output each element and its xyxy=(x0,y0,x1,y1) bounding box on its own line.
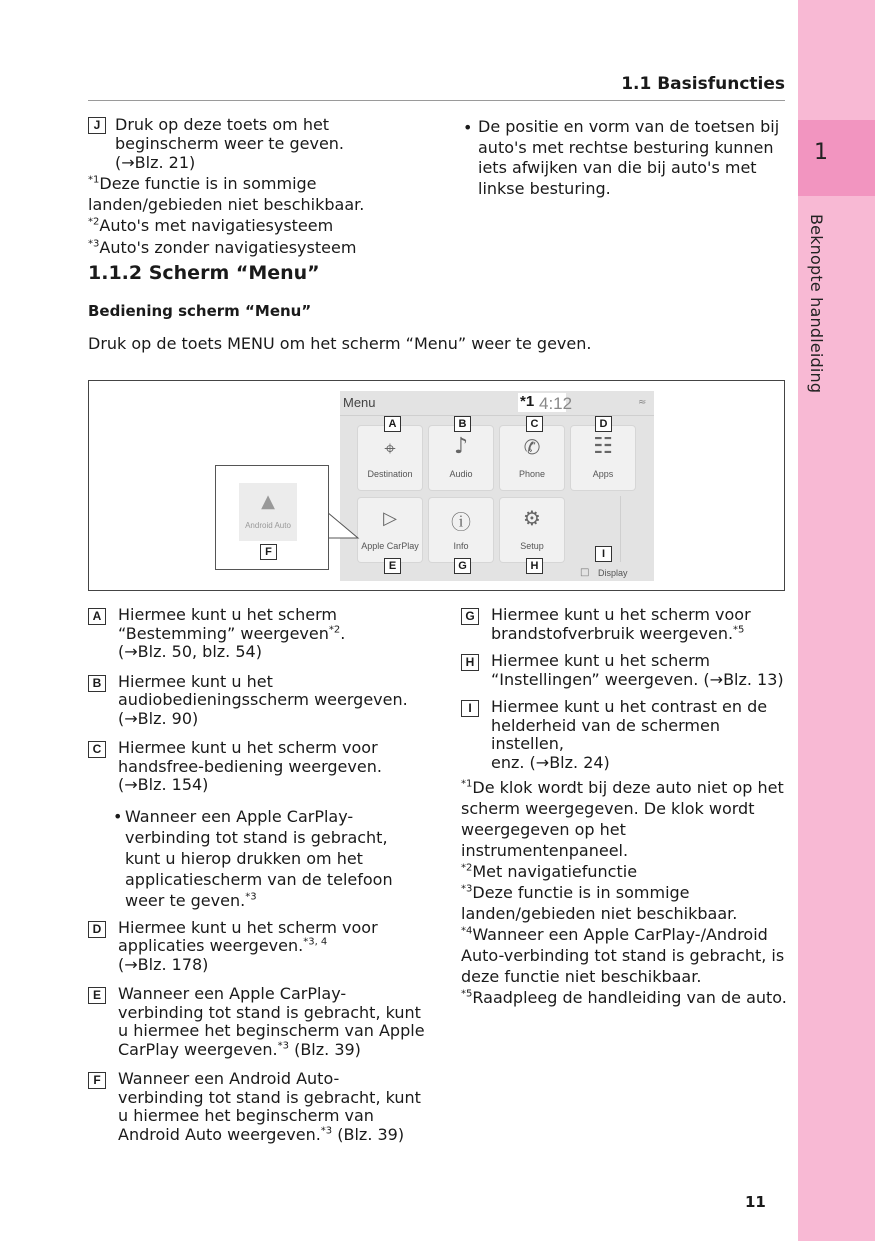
footnote-line xyxy=(461,819,791,840)
note-mark: *1 xyxy=(88,174,100,186)
description-line xyxy=(118,606,428,625)
carplay-bullet-note xyxy=(88,806,428,911)
description-text: “Instellingen” weergeven. (→Blz. 13) xyxy=(491,669,784,689)
chapter-title: Beknopte handleiding xyxy=(807,214,826,394)
description-text: handsfree-bediening weergeven. xyxy=(118,756,382,776)
description-line xyxy=(118,643,428,662)
description-text: Hiermee kunt u het scherm voor xyxy=(118,917,378,937)
footnote-mark: *2 xyxy=(461,862,473,874)
tile-phone[interactable] xyxy=(500,426,564,490)
key-description xyxy=(88,673,428,729)
description-text: Hiermee kunt u het xyxy=(118,671,273,691)
key-label-j: J xyxy=(88,117,106,134)
footnote-line xyxy=(461,966,791,987)
j-line: (→Blz. 21) xyxy=(115,153,196,172)
description-line xyxy=(118,758,428,777)
key-description xyxy=(461,606,791,643)
footnote-mark: *4 xyxy=(461,925,473,937)
note-line: De positie en vorm van de toetsen bij xyxy=(478,117,780,136)
bullet-marker: • xyxy=(113,806,123,826)
bullet-marker: • xyxy=(463,118,473,137)
description-text: (Blz. 39) xyxy=(289,1039,361,1059)
display-icon[interactable]: □ xyxy=(580,567,590,578)
bullet-line xyxy=(125,890,428,911)
footnote-text: scherm weergegeven. De klok wordt xyxy=(461,799,755,818)
description-text: (Blz. 39) xyxy=(332,1124,405,1144)
music-note-icon: ♪ xyxy=(453,434,469,459)
footnote-mark: *5 xyxy=(461,988,473,1000)
description-text: verbinding tot stand is gebracht, kunt xyxy=(118,1002,421,1022)
clock-footnote-mark: *1 xyxy=(520,393,535,410)
bullet-line xyxy=(125,848,428,869)
bullet-text: kunt u hierop drukken om het xyxy=(125,848,363,868)
description-text: Hiermee kunt u het scherm voor xyxy=(491,605,751,624)
bullet-line xyxy=(125,827,428,848)
description-line xyxy=(491,652,791,671)
description-line xyxy=(118,1089,428,1108)
bullet-text: Wanneer een Apple CarPlay- xyxy=(125,806,354,826)
j-line: Druk op deze toets om het xyxy=(115,115,330,134)
footnote-text: instrumentenpaneel. xyxy=(461,841,629,860)
footnote-mark: *1 xyxy=(461,778,473,790)
key-label-f: F xyxy=(260,544,277,560)
footnote-text: Deze functie is in sommige xyxy=(472,883,690,902)
key-label-a: A xyxy=(384,416,401,432)
description-text: Android Auto weergeven. xyxy=(118,1124,321,1144)
description-text: u hiermee het beginscherm van xyxy=(118,1106,374,1125)
screen-title: Menu xyxy=(343,395,376,410)
key-description xyxy=(88,606,428,662)
note-text: landen/gebieden niet beschikbaar. xyxy=(88,195,365,214)
footnote-line xyxy=(461,924,791,945)
key-label-h: H xyxy=(526,558,543,574)
description-text: Wanneer een Android Auto- xyxy=(118,1069,340,1088)
key-label-d: D xyxy=(595,416,612,432)
tile-label: Info xyxy=(453,541,469,551)
section-intro: Druk op de toets MENU om het scherm “Menu” weer te geven. xyxy=(88,334,592,353)
description-line xyxy=(118,1107,428,1126)
description-text: CarPlay weergeven. xyxy=(118,1039,278,1059)
key-label-c: C xyxy=(526,416,543,432)
description-line xyxy=(118,937,428,956)
description-text: (→Blz. 90) xyxy=(118,708,199,728)
description-line xyxy=(491,606,791,625)
description-text: . xyxy=(340,623,346,643)
footnote-text: Raadpleeg de handleiding van de auto. xyxy=(472,988,787,1007)
display-label[interactable]: Display xyxy=(598,568,628,578)
footnote-mark: *2 xyxy=(328,624,341,636)
description-line xyxy=(118,956,428,975)
key-label-i: I xyxy=(461,700,479,717)
description-text: helderheid van de schermen instellen, xyxy=(491,715,720,753)
bullet-text: applicatiescherm van de telefoon xyxy=(125,869,393,889)
footnote-line xyxy=(461,777,791,798)
description-text: Hiermee kunt u het scherm xyxy=(118,605,337,624)
key-description xyxy=(88,1070,428,1144)
key-label-g: G xyxy=(461,608,479,625)
section-title: 1.1.2 Scherm “Menu” xyxy=(88,262,320,284)
footnote-mark: *3 xyxy=(245,891,257,903)
tile-apple-carplay[interactable] xyxy=(358,498,422,562)
description-text: (→Blz. 178) xyxy=(118,954,209,974)
footnote-mark: *3 xyxy=(320,1125,333,1137)
description-line xyxy=(491,754,791,773)
description-line xyxy=(118,919,428,938)
description-line xyxy=(118,1126,428,1145)
key-label-b: B xyxy=(88,675,106,692)
j-description xyxy=(115,115,344,172)
left-key-descriptions xyxy=(88,606,428,1155)
tile-info[interactable] xyxy=(429,498,493,562)
description-line xyxy=(491,625,791,644)
description-line xyxy=(118,739,428,758)
carplay-icon: ▷ xyxy=(383,508,397,529)
bullet-text: verbinding tot stand is gebracht, xyxy=(125,827,388,847)
description-text: (→Blz. 154) xyxy=(118,775,209,794)
tile-apps[interactable] xyxy=(571,426,635,490)
footnotes xyxy=(461,777,791,1008)
top-right-note xyxy=(478,117,779,199)
note-text: Auto's zonder navigatiesysteem xyxy=(99,238,357,257)
key-label-a: A xyxy=(88,608,106,625)
description-text: audiobedieningsscherm weergeven. xyxy=(118,690,408,709)
android-auto-tile[interactable] xyxy=(239,483,297,541)
note-mark: *3 xyxy=(88,238,100,250)
description-line xyxy=(118,1004,428,1023)
note-line: auto's met rechtse besturing kunnen xyxy=(478,137,774,157)
tile-destination[interactable] xyxy=(358,426,422,490)
description-line xyxy=(118,985,428,1004)
section-header: 1.1 Basisfuncties xyxy=(621,74,785,94)
footnote-text: Met navigatiefunctie xyxy=(472,862,638,881)
description-line xyxy=(118,776,428,795)
note-line: iets afwijken van die bij auto's met xyxy=(478,158,757,177)
tile-label: Apps xyxy=(592,469,614,479)
bullet-line xyxy=(125,869,428,890)
key-description xyxy=(461,652,791,689)
key-label-f: F xyxy=(88,1072,106,1089)
description-text: Wanneer een Apple CarPlay- xyxy=(118,984,347,1003)
description-text: Hiermee kunt u het contrast en de xyxy=(491,697,768,716)
android-auto-label: Android Auto xyxy=(245,521,291,530)
note-mark: *2 xyxy=(88,216,100,228)
description-line xyxy=(118,691,428,710)
tile-label: Apple CarPlay xyxy=(361,541,419,551)
info-icon: ⓘ xyxy=(451,510,471,534)
footnote-text: Wanneer een Apple CarPlay-/Android xyxy=(472,925,768,944)
footnote-line xyxy=(461,861,791,882)
description-text: verbinding tot stand is gebracht, kunt xyxy=(118,1087,421,1107)
note-text: Auto's met navigatiesysteem xyxy=(99,216,334,235)
tile-label: Phone xyxy=(518,469,546,479)
description-text: “Bestemming” weergeven xyxy=(118,623,329,643)
footnote-text: deze functie niet beschikbaar. xyxy=(461,967,702,986)
gear-icon: ⚙ xyxy=(523,506,541,530)
description-text: applicaties weergeven. xyxy=(118,936,304,955)
header-divider xyxy=(88,100,785,101)
key-label-i: I xyxy=(595,546,612,562)
key-label-e: E xyxy=(384,558,401,574)
section-subtitle: Bediening scherm “Menu” xyxy=(88,302,312,320)
android-auto-popup xyxy=(215,465,329,570)
signal-icon: ≈ xyxy=(638,397,647,408)
tile-label: Setup xyxy=(520,541,544,551)
footnote-line xyxy=(461,840,791,861)
key-label-b: B xyxy=(454,416,471,432)
footnote-text: landen/gebieden niet beschikbaar. xyxy=(461,904,738,923)
tile-audio[interactable] xyxy=(429,426,493,490)
key-description xyxy=(88,739,428,795)
key-description xyxy=(461,698,791,772)
top-notes xyxy=(88,174,364,259)
location-pin-icon: ⌖ xyxy=(384,436,396,460)
footnote-line xyxy=(461,798,791,819)
footnote-text: Auto-verbinding tot stand is gebracht, is xyxy=(461,946,785,965)
note-line: linkse besturing. xyxy=(478,178,611,198)
right-key-descriptions xyxy=(461,606,791,1008)
description-line xyxy=(118,625,428,644)
page-number: 11 xyxy=(745,1193,766,1211)
footnote-mark: *5 xyxy=(733,624,745,636)
description-line xyxy=(491,698,791,717)
key-description xyxy=(88,919,428,975)
footnote-text: weergegeven op het xyxy=(461,820,626,839)
description-text: brandstofverbruik weergeven. xyxy=(491,623,734,643)
footnote-mark: *3 xyxy=(461,883,473,895)
bullet-text: weer te geven. xyxy=(125,890,246,910)
footnote-line xyxy=(461,945,791,966)
screen-separator xyxy=(620,496,621,562)
footnote-mark: *3 xyxy=(277,1040,289,1052)
key-label-e: E xyxy=(88,987,106,1004)
footnote-line xyxy=(461,903,791,924)
menu-screen xyxy=(340,391,654,581)
description-text: (→Blz. 50, blz. 54) xyxy=(118,642,262,661)
key-label-g: G xyxy=(454,558,471,574)
description-line xyxy=(491,717,791,754)
key-label-c: C xyxy=(88,741,106,758)
android-auto-icon: ▲ xyxy=(261,491,275,512)
description-text: u hiermee het beginscherm van Apple xyxy=(118,1021,425,1040)
key-label-d: D xyxy=(88,921,106,938)
description-line xyxy=(491,671,791,690)
clock: 4:12 xyxy=(539,394,573,413)
description-line xyxy=(118,673,428,692)
note-text: Deze functie is in sommige xyxy=(99,174,317,193)
chapter-number: 1 xyxy=(814,140,828,165)
bullet-line xyxy=(125,806,428,827)
description-line xyxy=(118,710,428,729)
key-description xyxy=(88,985,428,1059)
tile-setup[interactable] xyxy=(500,498,564,562)
description-line xyxy=(118,1022,428,1041)
description-text: enz. (→Blz. 24) xyxy=(491,752,610,772)
description-line xyxy=(118,1070,428,1089)
description-text: Hiermee kunt u het scherm voor xyxy=(118,738,378,757)
footnote-line xyxy=(461,882,791,903)
description-line xyxy=(118,1041,428,1060)
footnote-text: De klok wordt bij deze auto niet op het xyxy=(472,778,784,797)
tile-label: Audio xyxy=(449,469,473,479)
apps-grid-icon: ☷ xyxy=(593,434,613,459)
footnote-line xyxy=(461,987,791,1008)
description-text: Hiermee kunt u het scherm xyxy=(491,651,710,670)
j-line: beginscherm weer te geven. xyxy=(115,134,345,153)
tile-label: Destination xyxy=(367,469,413,479)
key-label-h: H xyxy=(461,654,479,671)
phone-icon: ✆ xyxy=(523,435,541,459)
footnote-mark: *3, 4 xyxy=(303,936,328,948)
